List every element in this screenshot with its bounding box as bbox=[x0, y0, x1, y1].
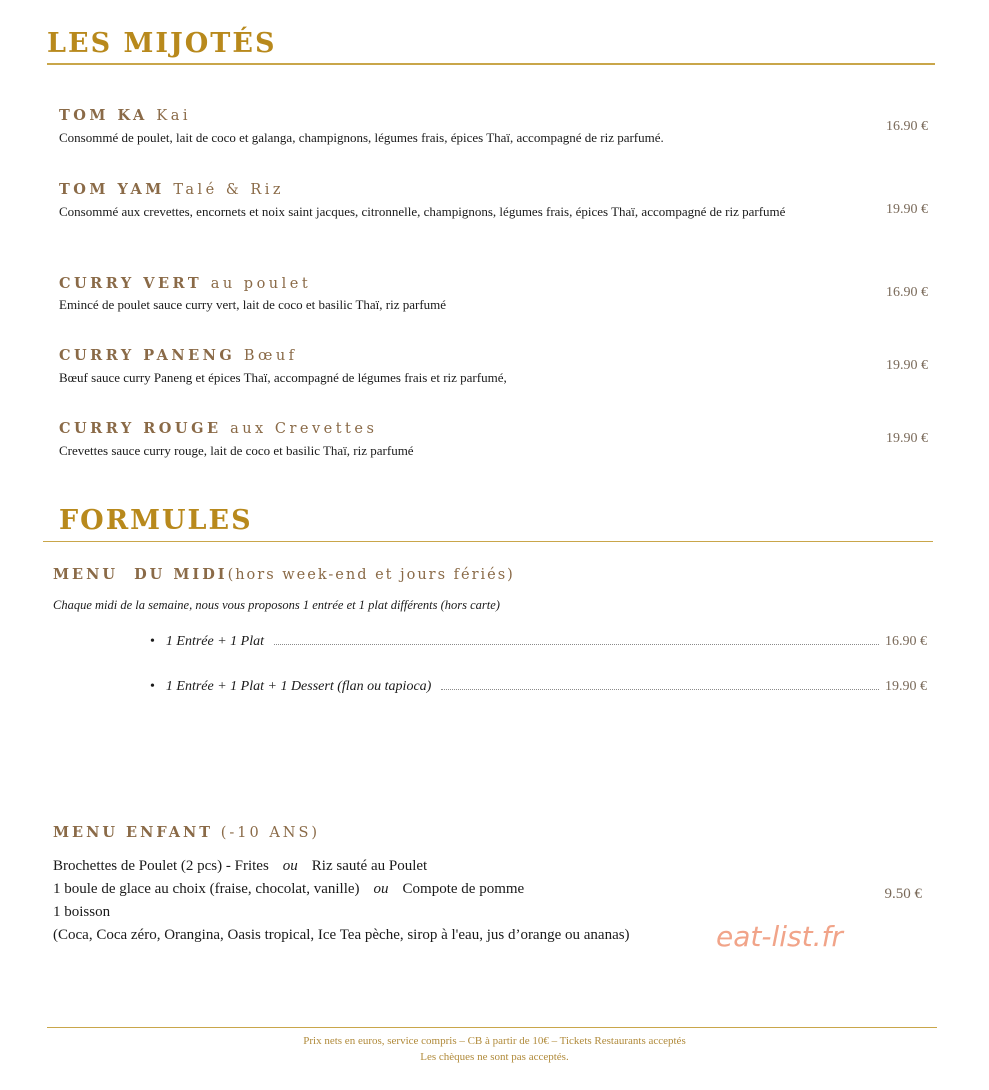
menu-item-name-extra: aux Crevettes bbox=[230, 421, 378, 437]
menu-item-price: 19.90 € bbox=[886, 358, 928, 373]
bullet: • bbox=[150, 679, 155, 694]
menu-item-name-extra: Bœuf bbox=[243, 348, 298, 364]
formule-option bbox=[150, 634, 927, 650]
menu-item-name: CURRY PANENG bbox=[59, 347, 236, 364]
menu-item-name: CURRY ROUGE bbox=[59, 420, 222, 437]
section-title-mijotes: LES MIJOTÉS bbox=[47, 28, 277, 59]
formule-option bbox=[150, 679, 927, 695]
menu-item-title bbox=[59, 420, 377, 437]
menu-enfant-age: (-10 ANS) bbox=[220, 825, 321, 841]
choice-a: Brochettes de Poulet (2 pcs) - Frites bbox=[53, 858, 269, 874]
section-divider bbox=[47, 63, 935, 65]
formule-label: 1 Entrée + 1 Plat + 1 Dessert (flan ou tapioca) bbox=[165, 679, 432, 694]
menu-enfant-line bbox=[53, 878, 693, 901]
menu-item-price: 16.90 € bbox=[886, 285, 928, 300]
menu-item-name: TOM KA bbox=[59, 107, 148, 124]
menu-midi-title bbox=[53, 566, 515, 583]
choice-b: Riz sauté au Poulet bbox=[311, 858, 428, 874]
dotted-leader bbox=[441, 679, 879, 690]
menu-midi-note: Chaque midi de la semaine, nous vous proposons 1 entrée et 1 plat différents (hors carte) bbox=[53, 598, 500, 612]
menu-item-title bbox=[59, 181, 284, 198]
menu-item-description: Consommé de poulet, lait de coco et galanga, champignons, légumes frais, épices Thaï, accompagné de riz parfumé. bbox=[59, 130, 664, 145]
menu-item-price: 16.90 € bbox=[886, 119, 928, 134]
menu-midi-conditions: (hors week-end et jours fériés) bbox=[227, 567, 515, 583]
menu-item-description: Bœuf sauce curry Paneng et épices Thaï, accompagné de légumes frais et riz parfumé, bbox=[59, 370, 507, 385]
footer-divider bbox=[47, 1027, 937, 1028]
menu-midi-name: MENU DU MIDI bbox=[53, 566, 228, 583]
or-separator: ou bbox=[282, 858, 298, 874]
formule-label: 1 Entrée + 1 Plat bbox=[165, 634, 265, 649]
menu-item-description: Crevettes sauce curry rouge, lait de coco et basilic Thaï, riz parfumé bbox=[59, 443, 414, 458]
menu-enfant-drinks: (Coca, Coca zéro, Orangina, Oasis tropical, Ice Tea pèche, sirop à l'eau, jus d’orange ou ananas) bbox=[53, 927, 630, 943]
menu-enfant-line: 1 boisson bbox=[53, 904, 111, 920]
section-divider bbox=[43, 541, 933, 542]
menu-enfant-price: 9.50 € bbox=[884, 886, 922, 902]
menu-item-title bbox=[59, 275, 311, 292]
menu-item-price: 19.90 € bbox=[886, 202, 928, 217]
section-title-formules: FORMULES bbox=[59, 505, 253, 536]
watermark: eat-list.fr bbox=[716, 920, 843, 953]
menu-enfant-content bbox=[53, 855, 693, 947]
dotted-leader bbox=[274, 634, 879, 645]
or-separator: ou bbox=[373, 881, 389, 897]
menu-item-title bbox=[59, 107, 191, 124]
formule-price: 19.90 € bbox=[885, 679, 927, 694]
menu-item-name-extra: Talé & Riz bbox=[173, 182, 285, 198]
menu-item-name: CURRY VERT bbox=[59, 275, 203, 292]
footer-notes bbox=[0, 1033, 989, 1065]
footer-line: Les chèques ne sont pas acceptés. bbox=[420, 1051, 569, 1063]
menu-enfant-line bbox=[53, 855, 693, 878]
menu-item-title bbox=[59, 347, 298, 364]
menu-item-price: 19.90 € bbox=[886, 431, 928, 446]
menu-item-description: Consommé aux crevettes, encornets et noix saint jacques, citronnelle, champignons, légumes frais, épices Thaï, accompagné de riz parfumé bbox=[59, 204, 786, 219]
menu-item-name: TOM YAM bbox=[59, 181, 165, 198]
menu-enfant-title bbox=[53, 824, 320, 841]
bullet: • bbox=[150, 634, 155, 649]
footer-line: Prix nets en euros, service compris – CB à partir de 10€ – Tickets Restaurants acceptés bbox=[303, 1035, 686, 1047]
choice-b: Compote de pomme bbox=[402, 881, 525, 897]
formule-price: 16.90 € bbox=[885, 634, 927, 649]
menu-item-name-extra: au poulet bbox=[210, 276, 312, 292]
menu-enfant-name: MENU ENFANT bbox=[53, 824, 214, 841]
menu-item-description: Emincé de poulet sauce curry vert, lait de coco et basilic Thaï, riz parfumé bbox=[59, 297, 447, 312]
choice-a: 1 boule de glace au choix (fraise, chocolat, vanille) bbox=[53, 881, 360, 897]
menu-item-name-extra: Kai bbox=[156, 108, 191, 124]
